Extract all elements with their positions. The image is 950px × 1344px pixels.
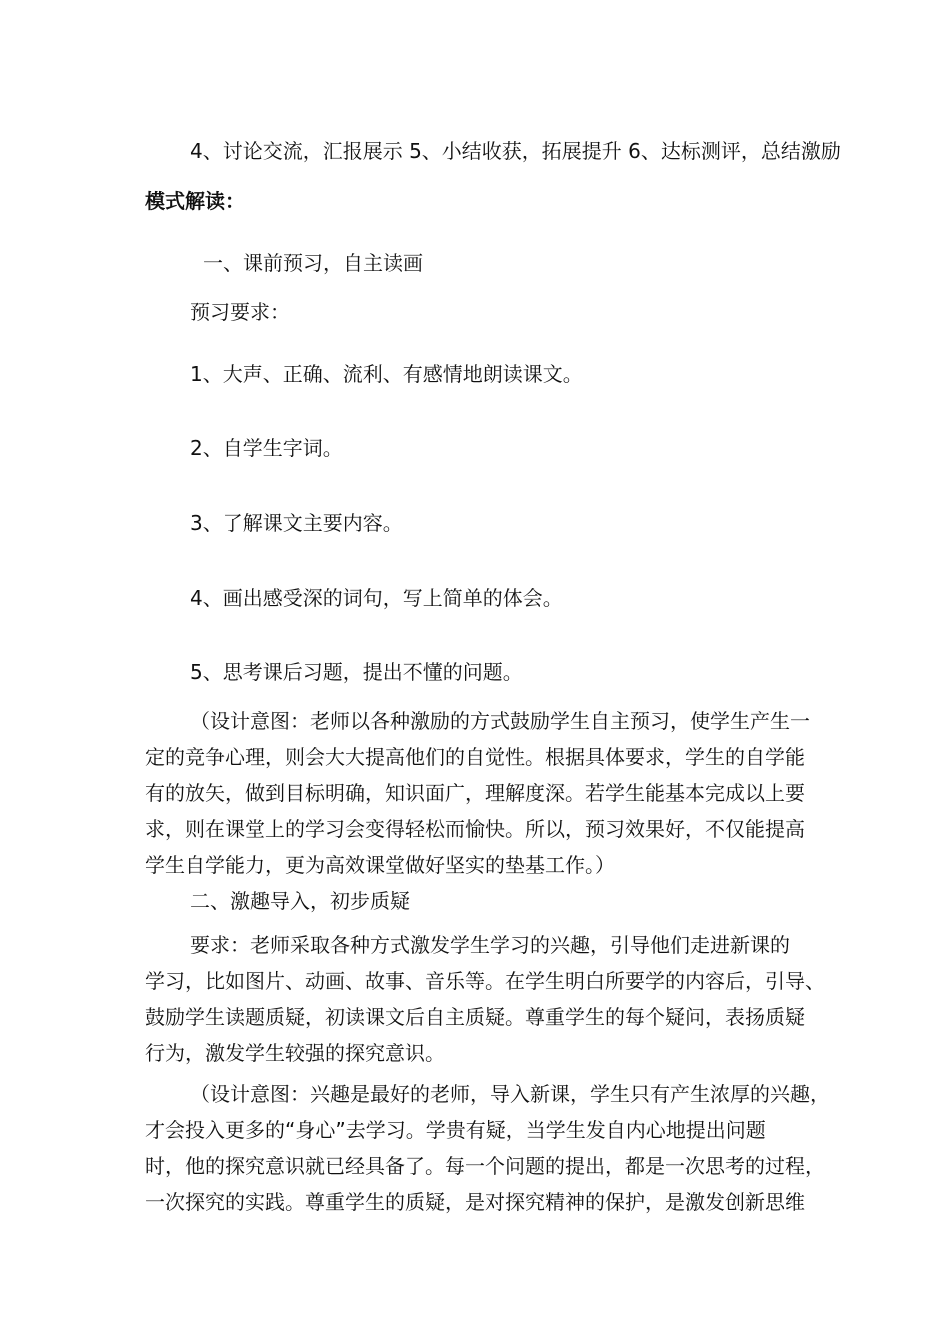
section1-design-intent: [145, 703, 865, 883]
paragraph-line: 一次探究的实践。尊重学生的质疑，是对探究精神的保护，是激发创新思维: [145, 1190, 805, 1214]
paragraph-line: 学生自学能力，更为高效课堂做好坚实的垫基工作。）: [145, 853, 615, 877]
list-item: 4、画出感受深的词句，写上简单的体会。: [190, 586, 563, 610]
paragraph-line: 才会投入更多的“身心”去学习。学贵有疑，当学生发自内心地提出问题: [145, 1118, 766, 1142]
paragraph-line: 鼓励学生读题质疑，初读课文后自主质疑。尊重学生的每个疑问，表扬质疑: [145, 1005, 805, 1029]
paragraph-line: 求，则在课堂上的学习会变得轻松而愉快。所以，预习效果好，不仅能提高: [145, 817, 805, 841]
paragraph-line: 行为，激发学生较强的探究意识。: [145, 1041, 445, 1065]
preview-requirements-label: 预习要求：: [190, 300, 290, 324]
section1-heading: 一、课前预习，自主读画: [203, 251, 423, 275]
list-item: 5、思考课后习题，提出不懂的问题。: [190, 660, 523, 684]
section2-heading: 二、激趣导入，初步质疑: [190, 889, 410, 913]
paragraph-line: （设计意图：兴趣是最好的老师，导入新课，学生只有产生浓厚的兴趣，: [190, 1082, 830, 1106]
section2-heading-block: [145, 883, 865, 919]
paragraph-line: 定的竞争心理，则会大大提高他们的自觉性。根据具体要求，学生的自学能: [145, 745, 805, 769]
list-item: 2、自学生字词。: [190, 436, 343, 460]
list-item: 1、大声、正确、流利、有感情地朗读课文。: [190, 362, 583, 386]
paragraph-line: 要求：老师采取各种方式激发学生学习的兴趣，引导他们走进新课的: [190, 933, 790, 957]
paragraph-line: 时，他的探究意识就已经具备了。每一个问题的提出，都是一次思考的过程，: [145, 1154, 825, 1178]
paragraph-line: 有的放矢，做到目标明确，知识面广，理解度深。若学生能基本完成以上要: [145, 781, 805, 805]
steps-line: 4、讨论交流，汇报展示 5、小结收获，拓展提升 6、达标测评，总结激励: [190, 139, 841, 163]
paragraph-line: （设计意图：老师以各种激励的方式鼓励学生自主预习，使学生产生一: [190, 709, 810, 733]
paragraph-line: 学习，比如图片、动画、故事、音乐等。在学生明白所要学的内容后，引导、: [145, 969, 825, 993]
mode-heading: 模式解读：: [145, 189, 245, 213]
list-item: 3、了解课文主要内容。: [190, 511, 403, 535]
section2-requirements: [145, 927, 865, 1071]
section2-design-intent: [145, 1076, 865, 1220]
